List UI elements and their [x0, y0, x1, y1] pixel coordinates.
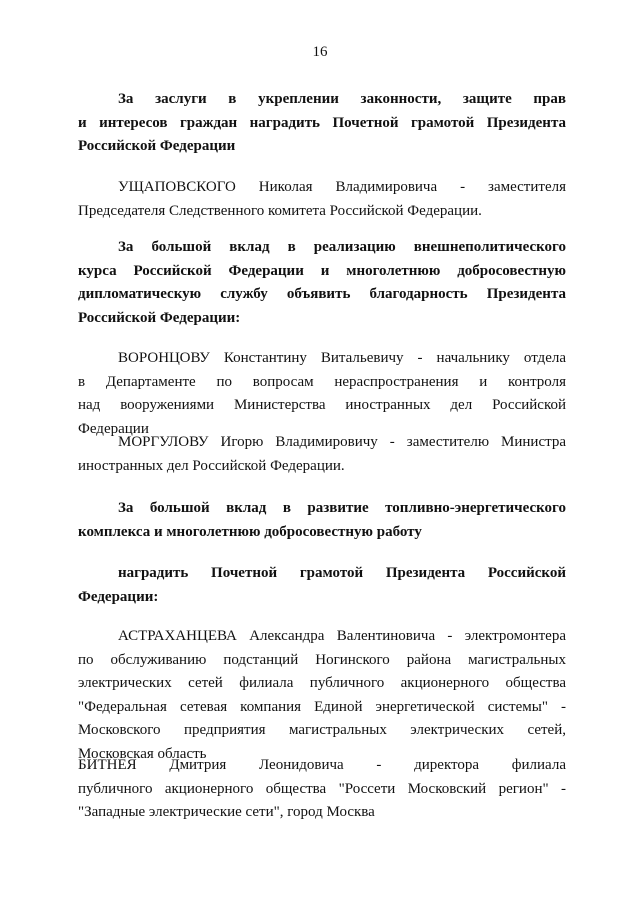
award-recipient-paragraph: [78, 347, 566, 441]
text-line: иностранных дел Российской Федерации.: [78, 457, 345, 474]
text-line: дипломатическую службу объявить благодарность Президента: [78, 286, 566, 302]
page-number: 16: [312, 44, 328, 60]
text-line: публичного акционерного общества "Россети Московский регион" -: [78, 780, 566, 797]
text-line: Московского предприятия магистральных электрических сетей,: [78, 722, 566, 738]
text-line: АСТРАХАНЦЕВА Александра Валентиновича - электромонтера: [118, 628, 566, 644]
award-recipient-paragraph: [78, 625, 566, 766]
text-line: над вооружениями Министерства иностранных дел Российской: [78, 397, 566, 413]
text-line: "Федеральная сетевая компания Единой энергетической системы" -: [78, 698, 566, 715]
text-line: электрических сетей филиала публичного акционерного общества: [78, 675, 566, 691]
text-line: ВОРОНЦОВУ Константину Витальевичу - начальнику отдела: [118, 350, 566, 366]
text-line: и интересов граждан наградить Почетной грамотой Президента: [78, 114, 566, 131]
text-line: За заслуги в укреплении законности, защите прав: [118, 91, 566, 107]
award-heading-3: [78, 497, 566, 544]
text-line: УЩАПОВСКОГО Николая Владимировича - заместителя: [118, 179, 566, 195]
text-line: Российской Федерации: [78, 138, 236, 154]
award-heading-1: [78, 88, 566, 159]
text-line: "Западные электрические сети", город Москва: [78, 804, 375, 820]
text-line: Федерации:: [78, 588, 159, 605]
text-line: наградить Почетной грамотой Президента Российской: [118, 565, 566, 581]
text-line: МОРГУЛОВУ Игорю Владимировичу - заместителю Министра: [118, 434, 566, 450]
text-line: Московская область: [78, 745, 207, 762]
award-heading-3-continued: [78, 562, 566, 609]
award-recipient-paragraph: [78, 431, 566, 478]
text-line: За большой вклад в реализацию внешнеполитического: [118, 239, 566, 255]
text-line: курса Российской Федерации и многолетнюю добросовестную: [78, 262, 566, 279]
text-line: БИТНЕЯ Дмитрия Леонидовича - директора филиала: [78, 757, 566, 773]
text-line: по обслуживанию подстанций Ногинского района магистральных: [78, 651, 566, 668]
award-heading-2: [78, 236, 566, 330]
text-line: Председателя Следственного комитета Российской Федерации.: [78, 202, 482, 219]
text-line: За большой вклад в развитие топливно-энергетического: [118, 500, 566, 516]
text-line: в Департаменте по вопросам нераспространения и контроля: [78, 373, 566, 390]
award-recipient-paragraph: [78, 176, 566, 223]
text-line: Федерации: [78, 420, 149, 437]
award-recipient-paragraph: [78, 754, 566, 825]
text-line: Российской Федерации:: [78, 309, 241, 326]
text-line: комплекса и многолетнюю добросовестную работу: [78, 523, 422, 540]
